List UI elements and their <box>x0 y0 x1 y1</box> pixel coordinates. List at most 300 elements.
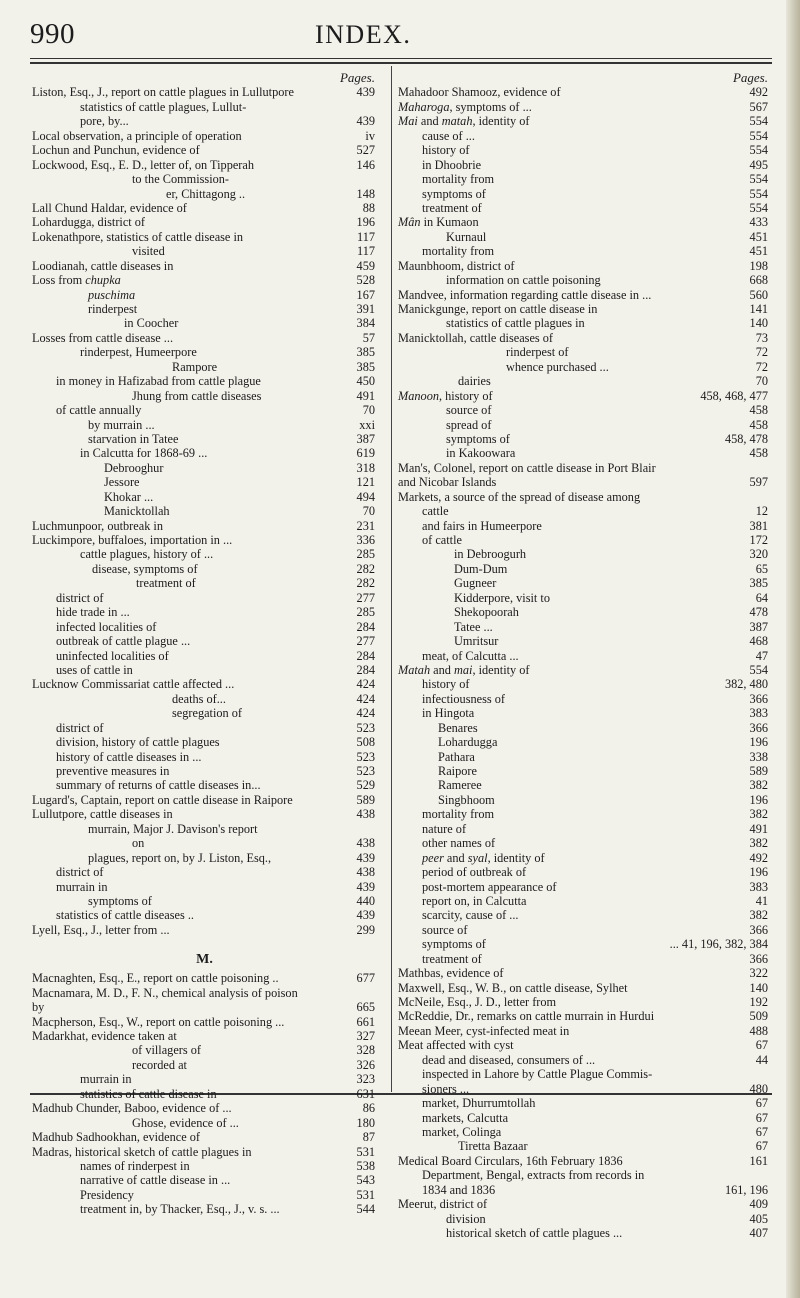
entry-page-ref: 492 <box>749 85 768 100</box>
index-entry <box>398 1009 770 1023</box>
entry-text: report on, in Calcutta <box>422 893 527 908</box>
index-entry <box>32 692 377 706</box>
entry-text: symptoms of <box>446 431 510 446</box>
index-entry <box>32 706 377 720</box>
entry-page-ref: 196 <box>749 792 768 807</box>
entry-page-ref: 439 <box>356 879 375 894</box>
entry-page-ref: 567 <box>749 99 768 114</box>
entry-text: names of rinderpest in <box>80 1158 190 1173</box>
entry-page-ref: 527 <box>356 143 375 158</box>
entry-page-ref: 318 <box>356 460 375 475</box>
entry-page-ref: 661 <box>356 1014 375 1029</box>
entry-text: Mân in Kumaon <box>398 215 479 230</box>
index-entry <box>398 1226 770 1240</box>
entry-page-ref: 439 <box>356 114 375 129</box>
entry-text: Loodianah, cattle diseases in <box>32 258 174 273</box>
index-entry <box>398 85 770 99</box>
entry-page-ref: 87 <box>362 1130 375 1145</box>
entry-page-ref: 282 <box>356 561 375 576</box>
entry-text: Mahadoor Shamooz, evidence of <box>398 85 561 100</box>
entry-text: Lochun and Punchun, evidence of <box>32 143 200 158</box>
index-entry <box>32 894 377 908</box>
entry-text: starvation in Tatee <box>88 431 179 446</box>
entry-text: scarcity, cause of ... <box>422 908 519 923</box>
entry-text: narrative of cattle disease in ... <box>80 1173 231 1188</box>
entry-page-ref: 284 <box>356 662 375 677</box>
index-entry <box>398 620 770 634</box>
index-entry <box>398 418 770 432</box>
entry-text: McReddie, Dr., remarks on cattle murrain in Hurdui <box>398 1009 655 1024</box>
index-entry <box>32 807 377 821</box>
entry-page-ref: 554 <box>749 200 768 215</box>
entry-page-ref: 554 <box>749 662 768 677</box>
entry-text: Jessore <box>104 475 140 490</box>
index-entry <box>398 706 770 720</box>
index-entry <box>398 1125 770 1139</box>
index-entry <box>32 288 377 302</box>
entry-text: Macnaghten, Esq., E., report on cattle poisoning .. <box>32 971 279 986</box>
index-entry <box>398 1053 770 1067</box>
entry-text: by murrain ... <box>88 417 155 432</box>
index-entry <box>398 547 770 561</box>
entry-text: Medical Board Circulars, 16th February 1836 <box>398 1153 623 1168</box>
entry-page-ref: 438 <box>356 836 375 851</box>
entry-page-ref: 554 <box>749 186 768 201</box>
entry-page-ref: 589 <box>749 764 768 778</box>
index-entry <box>32 663 377 677</box>
entry-text: treatment of <box>136 576 196 591</box>
index-entry <box>32 475 377 489</box>
index-entry <box>32 316 377 330</box>
entry-text: plagues, report on, by J. Liston, Esq., <box>88 850 272 865</box>
index-entry <box>398 302 770 316</box>
entry-text: Local observation, a principle of operation <box>32 128 242 143</box>
index-entry <box>398 316 770 330</box>
index-entry <box>398 273 770 287</box>
index-entry <box>398 143 770 157</box>
entry-text: Madhub Chunder, Baboo, evidence of ... <box>32 1101 232 1116</box>
entry-page-ref: 405 <box>749 1211 768 1226</box>
entry-page-ref: 196 <box>749 735 768 750</box>
entry-text: Lugard's, Captain, report on cattle disease in Raipore <box>32 792 293 807</box>
entry-text: rinderpest <box>88 302 138 316</box>
index-entry <box>398 446 770 460</box>
index-entry <box>398 750 770 764</box>
entry-page-ref: 458, 468, 477 <box>700 388 768 403</box>
entry-page-ref: 451 <box>749 244 768 259</box>
left-column <box>32 71 377 1217</box>
index-entry <box>398 952 770 966</box>
entry-page-ref: 554 <box>749 143 768 158</box>
entry-page-ref: 523 <box>356 764 375 778</box>
index-entry <box>398 490 770 504</box>
index-entry <box>398 374 770 388</box>
entry-page-ref: 450 <box>356 374 375 389</box>
entry-text: post-mortem appearance of <box>422 879 557 894</box>
index-entry <box>398 576 770 590</box>
page-header <box>30 14 772 54</box>
entry-page-ref: 299 <box>356 922 375 937</box>
index-entry <box>398 692 770 706</box>
right-column <box>398 71 770 1240</box>
entry-page-ref: 382 <box>749 778 768 793</box>
index-entry <box>398 663 770 677</box>
entry-page-ref: 67 <box>755 1110 768 1125</box>
entry-text: Lokenathpore, statistics of cattle disease in <box>32 229 244 244</box>
index-entry <box>32 605 377 619</box>
index-block-m <box>32 971 377 1216</box>
entry-text: Rameree <box>438 778 482 793</box>
index-entry <box>398 778 770 792</box>
index-entry <box>32 1043 377 1057</box>
index-entry <box>398 634 770 648</box>
entry-text: infected localities of <box>56 619 157 634</box>
index-entry <box>398 360 770 374</box>
entry-page-ref: 439 <box>356 85 375 100</box>
entry-text: murrain, Major J. Davison's report <box>88 821 258 836</box>
entry-page-ref: 41 <box>755 893 768 908</box>
index-entry <box>32 432 377 446</box>
entry-text: infectiousness of <box>422 691 505 706</box>
entry-text: cattle <box>422 504 449 519</box>
entry-text: symptoms of <box>422 186 486 201</box>
index-entry <box>32 986 377 1000</box>
index-entry <box>398 100 770 114</box>
entry-text: segregation of <box>172 706 242 721</box>
index-entry <box>32 490 377 504</box>
index-entry <box>32 836 377 850</box>
index-entry <box>398 432 770 446</box>
entry-page-ref: 619 <box>356 446 375 461</box>
index-entry <box>398 764 770 778</box>
entry-page-ref: 284 <box>356 648 375 663</box>
index-entry <box>398 822 770 836</box>
entry-page-ref: 117 <box>357 229 375 244</box>
entry-text: Ghose, evidence of ... <box>132 1115 239 1130</box>
index-entry <box>32 750 377 764</box>
index-entry <box>398 345 770 359</box>
entry-page-ref: 140 <box>749 980 768 995</box>
index-entry <box>398 201 770 215</box>
entry-page-ref: 440 <box>356 893 375 908</box>
entry-text: Losses from cattle disease ... <box>32 330 174 345</box>
index-entry <box>398 793 770 807</box>
entry-text: Lohardugga <box>438 735 498 750</box>
entry-page-ref: 554 <box>749 172 768 187</box>
entry-page-ref: 72 <box>755 345 768 360</box>
index-entry <box>32 519 377 533</box>
entry-page-ref: 433 <box>749 215 768 230</box>
entry-page-ref: 141 <box>749 302 768 316</box>
entry-text: of villagers of <box>132 1043 201 1058</box>
index-entry <box>32 576 377 590</box>
index-entry <box>32 533 377 547</box>
entry-page-ref: 523 <box>356 720 375 735</box>
entry-text: Meerut, district of <box>398 1197 488 1212</box>
entry-page-ref: 529 <box>356 778 375 793</box>
entry-text: on <box>132 836 145 851</box>
entry-page-ref: 531 <box>356 1187 375 1202</box>
entry-text: in Coocher <box>124 316 179 331</box>
index-entry <box>398 880 770 894</box>
entry-text: Lall Chund Haldar, evidence of <box>32 200 187 215</box>
entry-text: in Calcutta for 1868-69 ... <box>80 446 208 461</box>
entry-text: er, Chittagong .. <box>166 186 246 201</box>
index-entry <box>398 461 770 475</box>
index-entry <box>32 215 377 229</box>
entry-page-ref: 86 <box>362 1101 375 1116</box>
entry-text: Department, Bengal, extracts from records in <box>422 1168 645 1183</box>
index-entry <box>32 446 377 460</box>
entry-page-ref: 70 <box>362 403 375 418</box>
entry-text: 1834 and 1836 <box>422 1182 496 1197</box>
index-entry <box>32 1116 377 1130</box>
entry-page-ref: 366 <box>749 951 768 966</box>
index-entry <box>32 1159 377 1173</box>
page-edge-shadow <box>786 0 800 1298</box>
entry-page-ref: 277 <box>356 590 375 605</box>
entry-text: peer and syal, identity of <box>422 850 545 865</box>
entry-page-ref: 438 <box>356 807 375 822</box>
entry-text: Lockwood, Esq., E. D., letter of, on Tipperah <box>32 157 254 172</box>
entry-text: information on cattle poisoning <box>446 273 601 288</box>
header-rule <box>30 58 772 59</box>
entry-page-ref: 523 <box>356 749 375 764</box>
entry-text: Benares <box>438 720 478 735</box>
index-entry <box>32 158 377 172</box>
index-entry <box>32 764 377 778</box>
index-entry <box>32 822 377 836</box>
entry-text: markets, Calcutta <box>422 1110 509 1125</box>
index-entry <box>398 1111 770 1125</box>
entry-page-ref: 543 <box>356 1173 375 1188</box>
index-entry <box>398 807 770 821</box>
index-entry <box>398 1168 770 1182</box>
entry-text: district of <box>56 720 104 735</box>
entry-page-ref: 383 <box>749 879 768 894</box>
index-entry <box>32 273 377 287</box>
entry-page-ref: 458 <box>749 403 768 418</box>
entry-page-ref: 67 <box>755 1038 768 1053</box>
entry-text: Rampore <box>172 359 218 374</box>
entry-text: Maharoga, symptoms of ... <box>398 99 532 114</box>
entry-text: in money in Hafizabad from cattle plague <box>56 374 261 389</box>
entry-page-ref: 338 <box>749 749 768 764</box>
entry-page-ref: 391 <box>356 302 375 316</box>
index-entry <box>32 504 377 518</box>
entry-page-ref: 478 <box>749 605 768 620</box>
entry-text: cattle plagues, history of ... <box>80 547 214 562</box>
entry-text: in Dhoobrie <box>422 157 482 172</box>
index-entry <box>32 547 377 561</box>
entry-text: Manoon, history of <box>398 388 493 403</box>
entry-text: Man's, Colonel, report on cattle disease in Port Blair <box>398 460 656 475</box>
index-entry <box>32 1015 377 1029</box>
entry-page-ref: 385 <box>749 576 768 591</box>
entry-page-ref: 284 <box>356 619 375 634</box>
entry-text: murrain in <box>80 1072 132 1087</box>
entry-page-ref: 117 <box>357 244 375 259</box>
entry-text: rinderpest, Humeerpore <box>80 345 197 360</box>
index-entry <box>32 389 377 403</box>
entry-text: Jhung from cattle diseases <box>132 388 262 403</box>
entry-text: by <box>32 1000 45 1015</box>
entry-text: division, history of cattle plagues <box>56 735 220 750</box>
entry-text: of cattle annually <box>56 403 142 418</box>
entry-text: Shekopoorah <box>454 605 519 620</box>
entry-page-ref: 121 <box>356 475 375 490</box>
entry-page-ref: 196 <box>749 865 768 880</box>
index-entry <box>32 374 377 388</box>
entry-page-ref: 385 <box>356 345 375 360</box>
index-entry <box>32 114 377 128</box>
index-entry <box>398 259 770 273</box>
entry-page-ref: 544 <box>356 1202 375 1217</box>
entry-text: district of <box>56 865 104 880</box>
entry-page-ref: 385 <box>356 359 375 374</box>
entry-page-ref: 424 <box>356 677 375 692</box>
index-entry <box>398 244 770 258</box>
index-entry <box>398 129 770 143</box>
entry-text: Mathbas, evidence of <box>398 966 504 981</box>
entry-page-ref: 387 <box>749 619 768 634</box>
index-entry <box>398 519 770 533</box>
entry-page-ref: 494 <box>356 489 375 504</box>
entry-text: statistics of cattle plagues, Lullut- <box>80 99 247 114</box>
index-entry <box>32 1202 377 1216</box>
index-entry <box>32 172 377 186</box>
entry-page-ref: 597 <box>749 475 768 490</box>
index-entry <box>32 1173 377 1187</box>
index-entry <box>32 793 377 807</box>
entry-page-ref: 458 <box>749 417 768 432</box>
index-entry <box>32 562 377 576</box>
entry-page-ref: 146 <box>356 157 375 172</box>
entry-page-ref: 631 <box>356 1086 375 1101</box>
entry-text: Lyell, Esq., J., letter from ... <box>32 922 170 937</box>
index-entry <box>398 1154 770 1168</box>
entry-page-ref: 327 <box>356 1029 375 1043</box>
index-entry <box>398 187 770 201</box>
entry-text: Madarkhat, evidence taken at <box>32 1029 177 1043</box>
entry-page-ref: 459 <box>356 258 375 273</box>
entry-text: uses of cattle in <box>56 662 133 677</box>
column-divider <box>391 66 392 1092</box>
entry-text: hide trade in ... <box>56 605 130 620</box>
entry-page-ref: 531 <box>356 1144 375 1159</box>
index-entry <box>398 172 770 186</box>
entry-page-ref: 67 <box>755 1096 768 1111</box>
index-entry <box>32 591 377 605</box>
entry-text: dead and diseased, consumers of ... <box>422 1052 596 1067</box>
index-entry <box>32 971 377 985</box>
entry-text: cause of ... <box>422 128 475 143</box>
entry-page-ref: 282 <box>356 576 375 591</box>
index-entry <box>32 1101 377 1115</box>
index-entry <box>32 302 377 316</box>
entry-page-ref: 491 <box>356 388 375 403</box>
index-entry <box>32 1087 377 1101</box>
entry-text: in Debroogurh <box>454 547 527 562</box>
entry-text: and fairs in Humeerpore <box>422 518 542 533</box>
entry-text: Macpherson, Esq., W., report on cattle poisoning ... <box>32 1014 285 1029</box>
entry-page-ref: 44 <box>755 1052 768 1067</box>
entry-page-ref: 458, 478 <box>724 431 768 446</box>
index-entry <box>32 880 377 894</box>
entry-text: Singbhoom <box>438 792 495 807</box>
entry-page-ref: 538 <box>356 1158 375 1173</box>
entry-text: statistics of cattle disease in <box>80 1086 217 1101</box>
entry-text: treatment of <box>422 200 482 215</box>
entry-text: Presidency <box>80 1187 134 1202</box>
running-title: INDEX. <box>315 20 412 49</box>
index-entry <box>398 995 770 1009</box>
index-entry <box>32 851 377 865</box>
entry-text: history of <box>422 143 470 158</box>
entry-text: rinderpest of <box>506 345 569 360</box>
entry-page-ref: 451 <box>749 229 768 244</box>
entry-text: Tiretta Bazaar <box>458 1139 528 1154</box>
entry-page-ref: 382, 480 <box>724 677 768 692</box>
index-entry <box>398 504 770 518</box>
entry-text: recorded at <box>132 1057 187 1072</box>
entry-page-ref: 468 <box>749 634 768 649</box>
entry-page-ref: 180 <box>356 1115 375 1130</box>
entry-page-ref: 383 <box>749 706 768 721</box>
entry-text: Manicktollah, cattle diseases of <box>398 330 554 345</box>
entry-page-ref: 47 <box>755 648 768 663</box>
index-entry <box>398 114 770 128</box>
entry-text: murrain in <box>56 879 108 894</box>
section-letter: M. <box>196 952 213 968</box>
entry-page-ref: 366 <box>749 691 768 706</box>
entry-page-ref: 677 <box>356 971 375 986</box>
entry-text: dairies <box>458 374 491 389</box>
entry-page-ref: 589 <box>356 792 375 807</box>
entry-text: visited <box>132 244 165 259</box>
index-block-m-continued <box>398 85 770 1240</box>
entry-page-ref: 387 <box>356 431 375 446</box>
entry-page-ref: 277 <box>356 634 375 649</box>
entry-page-ref: 285 <box>356 605 375 620</box>
entry-page-ref: 439 <box>356 850 375 865</box>
entry-text: Meat affected with cyst <box>398 1038 514 1053</box>
entry-text: to the Commission- <box>132 172 230 187</box>
entry-text: division <box>446 1211 486 1226</box>
entry-page-ref: 509 <box>749 1009 768 1024</box>
entry-text: symptoms of <box>88 893 152 908</box>
entry-text: Umritsur <box>454 634 499 649</box>
entry-text: Kidderpore, visit to <box>454 590 550 605</box>
index-entry <box>32 259 377 273</box>
entry-page-ref: 323 <box>356 1072 375 1087</box>
index-entry <box>398 1038 770 1052</box>
index-entry <box>32 735 377 749</box>
entry-text: Madhub Sadhookhan, evidence of <box>32 1130 201 1145</box>
index-entry <box>398 923 770 937</box>
entry-text: market, Colinga <box>422 1124 502 1139</box>
entry-text: symptoms of <box>422 937 486 952</box>
entry-page-ref: 322 <box>749 966 768 981</box>
entry-text: Dum-Dum <box>454 561 508 576</box>
index-entry <box>398 230 770 244</box>
entry-page-ref: 382 <box>749 807 768 822</box>
entry-text: puschima <box>88 287 136 302</box>
index-entry <box>32 345 377 359</box>
index-entry <box>398 649 770 663</box>
entry-text: Matah and mai, identity of <box>398 662 530 677</box>
entry-page-ref: 407 <box>749 1226 768 1240</box>
